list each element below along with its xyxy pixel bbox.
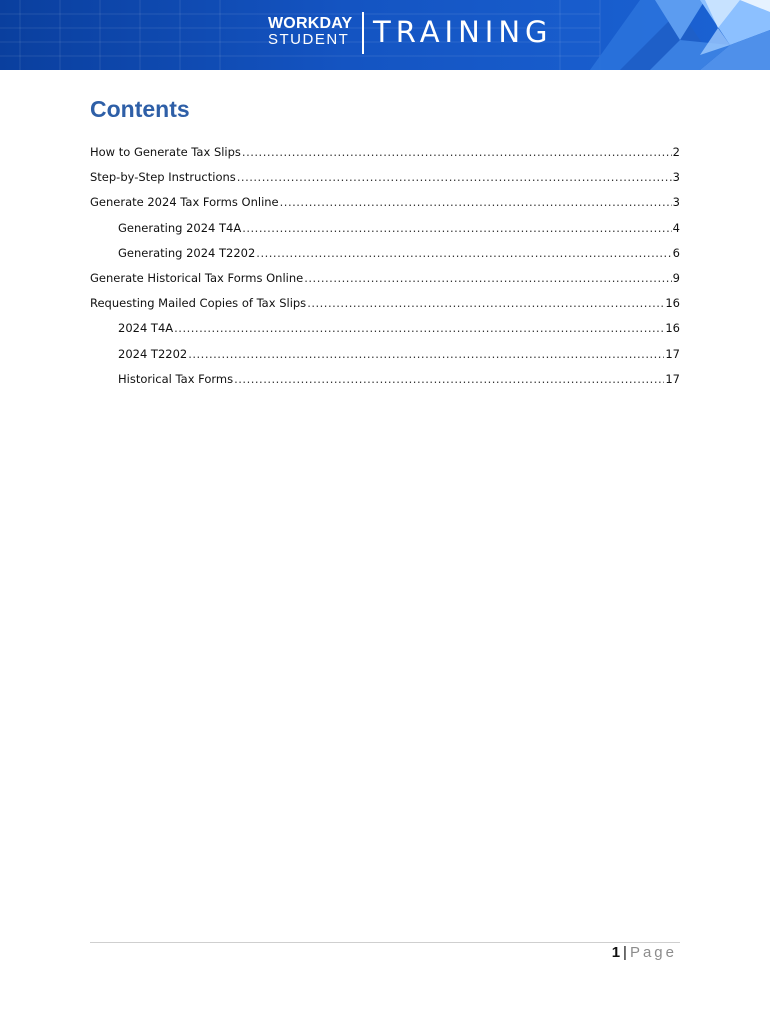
toc-entry-page: 3: [672, 170, 680, 185]
toc-leader-dots: [256, 246, 671, 260]
toc-entry-page: 16: [665, 296, 680, 311]
footer-page-word: Page: [629, 944, 677, 961]
toc-entry-mailed-copies[interactable]: [90, 296, 680, 321]
logo-training-text: TRAINING: [373, 15, 553, 49]
toc-entry-label: How to Generate Tax Slips: [90, 145, 241, 159]
toc-leader-dots: [242, 221, 671, 235]
page-number: 1: [611, 944, 621, 961]
toc-entry-page: 17: [665, 371, 680, 386]
toc-leader-dots: [234, 372, 664, 386]
toc-entry-label: 2024 T2202: [118, 346, 188, 361]
toc-leader-dots: [280, 195, 672, 209]
toc-entry-label: Generate 2024 Tax Forms Online: [90, 195, 279, 210]
toc-entry-historical-online[interactable]: [90, 271, 680, 296]
logo-divider: [362, 12, 364, 54]
toc-entry-label: Historical Tax Forms: [118, 371, 234, 386]
toc-entry-label: 2024 T4A: [118, 321, 174, 336]
footer-separator: |: [623, 944, 627, 961]
logo-workday-text: WORKDAY: [268, 15, 353, 32]
toc-leader-dots: [242, 145, 672, 159]
contents-heading: Contents: [90, 96, 190, 122]
toc-entry-label: Generating 2024 T2202: [118, 245, 256, 260]
toc-leader-dots: [304, 271, 671, 285]
toc-entry-generating-t2202[interactable]: [90, 246, 680, 271]
workday-student-logo: [268, 16, 356, 48]
toc-entry-mailed-t4a[interactable]: [90, 321, 680, 346]
toc-entry-page: 9: [672, 270, 680, 285]
toc-entry-page: 4: [672, 220, 680, 235]
header-banner: [0, 0, 770, 70]
toc-entry-label: Step-by-Step Instructions: [90, 170, 236, 185]
toc-entry-page: 16: [665, 321, 680, 336]
toc-entry-page: 6: [672, 245, 680, 260]
logo-student-text: STUDENT: [268, 31, 350, 48]
toc-entry-page: 2: [672, 145, 680, 159]
toc-entry-historical-forms[interactable]: [90, 372, 680, 397]
toc-leader-dots: [307, 296, 664, 310]
toc-entry-label: Generate Historical Tax Forms Online: [90, 270, 304, 285]
toc-leader-dots: [237, 170, 672, 184]
table-of-contents: [90, 145, 680, 397]
toc-entry-how-to-generate[interactable]: [90, 145, 680, 170]
toc-leader-dots: [188, 347, 664, 361]
toc-leader-dots: [174, 321, 664, 335]
toc-entry-label: Generating 2024 T4A: [118, 220, 242, 235]
toc-entry-mailed-t2202[interactable]: [90, 347, 680, 372]
toc-entry-step-by-step[interactable]: [90, 170, 680, 195]
toc-entry-generating-t4a[interactable]: [90, 221, 680, 246]
page-footer: [612, 944, 677, 962]
toc-entry-page: 3: [672, 195, 680, 210]
footer-divider: [90, 942, 680, 943]
toc-entry-page: 17: [665, 346, 680, 361]
toc-entry-generate-2024[interactable]: [90, 195, 680, 220]
toc-entry-label: Requesting Mailed Copies of Tax Slips: [90, 296, 307, 311]
